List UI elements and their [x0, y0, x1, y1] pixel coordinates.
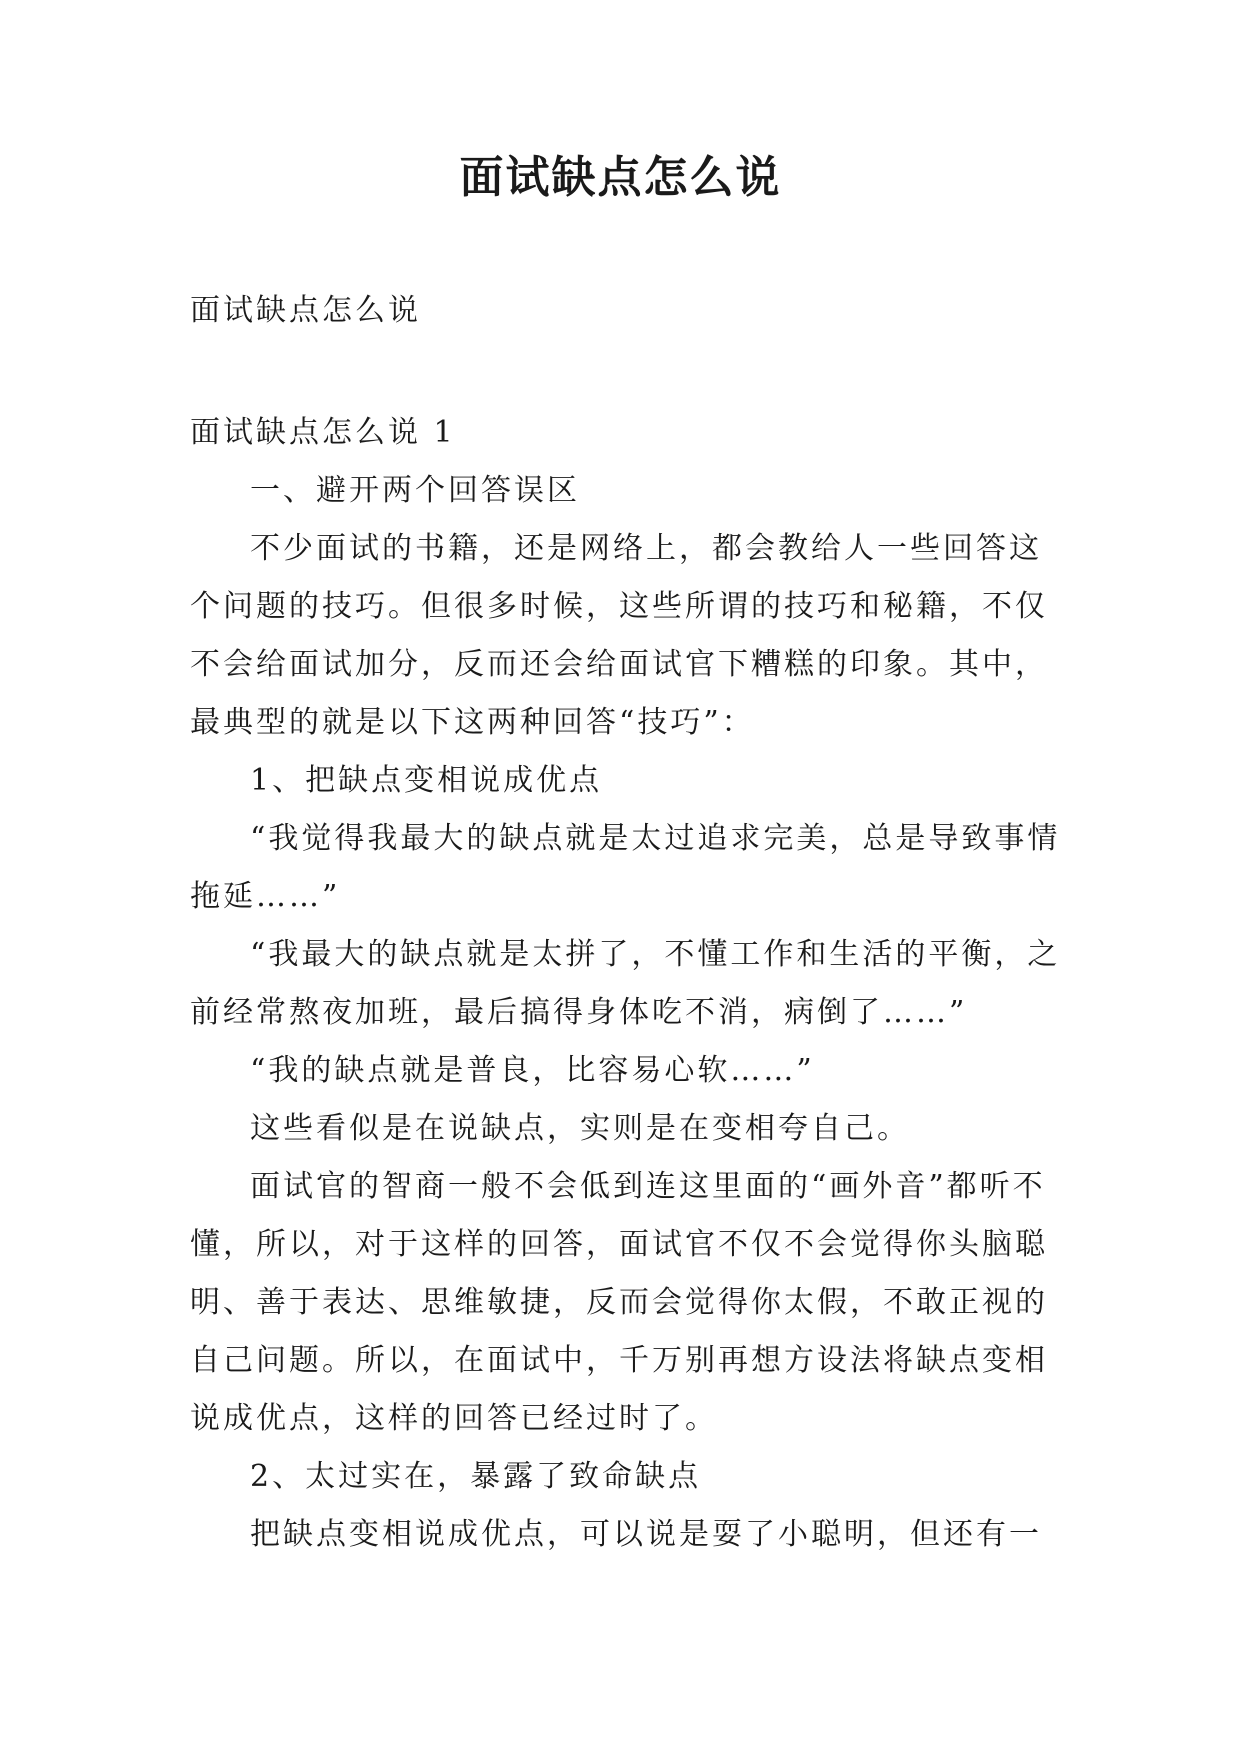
paragraph: 面试官的智商一般不会低到连这里面的“画外音”都听不懂，所以，对于这样的回答，面试官不仅不会觉得你头脑聪明、善于表达、思维敏捷，反而会觉得你太假，不敢正视的自己问题。所以，在面试中，千万别再想方设法将缺点变相说成优点，这样的回答已经过时了。 — [190, 1169, 1048, 1436]
paragraph: 把缺点变相说成优点，可以说是耍了小聪明，但还有一 — [250, 1517, 1042, 1552]
paragraph-subheading-2: 2、太过实在，暴露了致命缺点 — [250, 1459, 702, 1494]
paragraph-quote: “我的缺点就是普良，比容易心软……” — [250, 1053, 815, 1088]
document-subtitle: 面试缺点怎么说 — [190, 293, 421, 328]
paragraph-subheading-1: 1、把缺点变相说成优点 — [250, 763, 603, 798]
paragraph: 不少面试的书籍，还是网络上，都会教给人一些回答这个问题的技巧。但很多时候，这些所谓的技巧和秘籍，不仅不会给面试加分，反而还会给面试官下糟糕的印象。其中，最典型的就是以下这两种回答“技巧”： — [190, 531, 1048, 740]
document-body — [190, 462, 1070, 1564]
paragraph-quote: “我觉得我最大的缺点就是太过追求完美，总是导致事情拖延……” — [190, 821, 1061, 914]
paragraph-heading-1: 一、避开两个回答误区 — [250, 473, 580, 508]
paragraph-quote: “我最大的缺点就是太拼了，不懂工作和生活的平衡，之前经常熬夜加班，最后搞得身体吃不消，病倒了……” — [190, 937, 1061, 1030]
section-heading: 面试缺点怎么说 1 — [190, 415, 456, 450]
paragraph: 这些看似是在说缺点，实则是在变相夸自己。 — [250, 1111, 910, 1146]
document-title: 面试缺点怎么说 — [459, 152, 782, 203]
